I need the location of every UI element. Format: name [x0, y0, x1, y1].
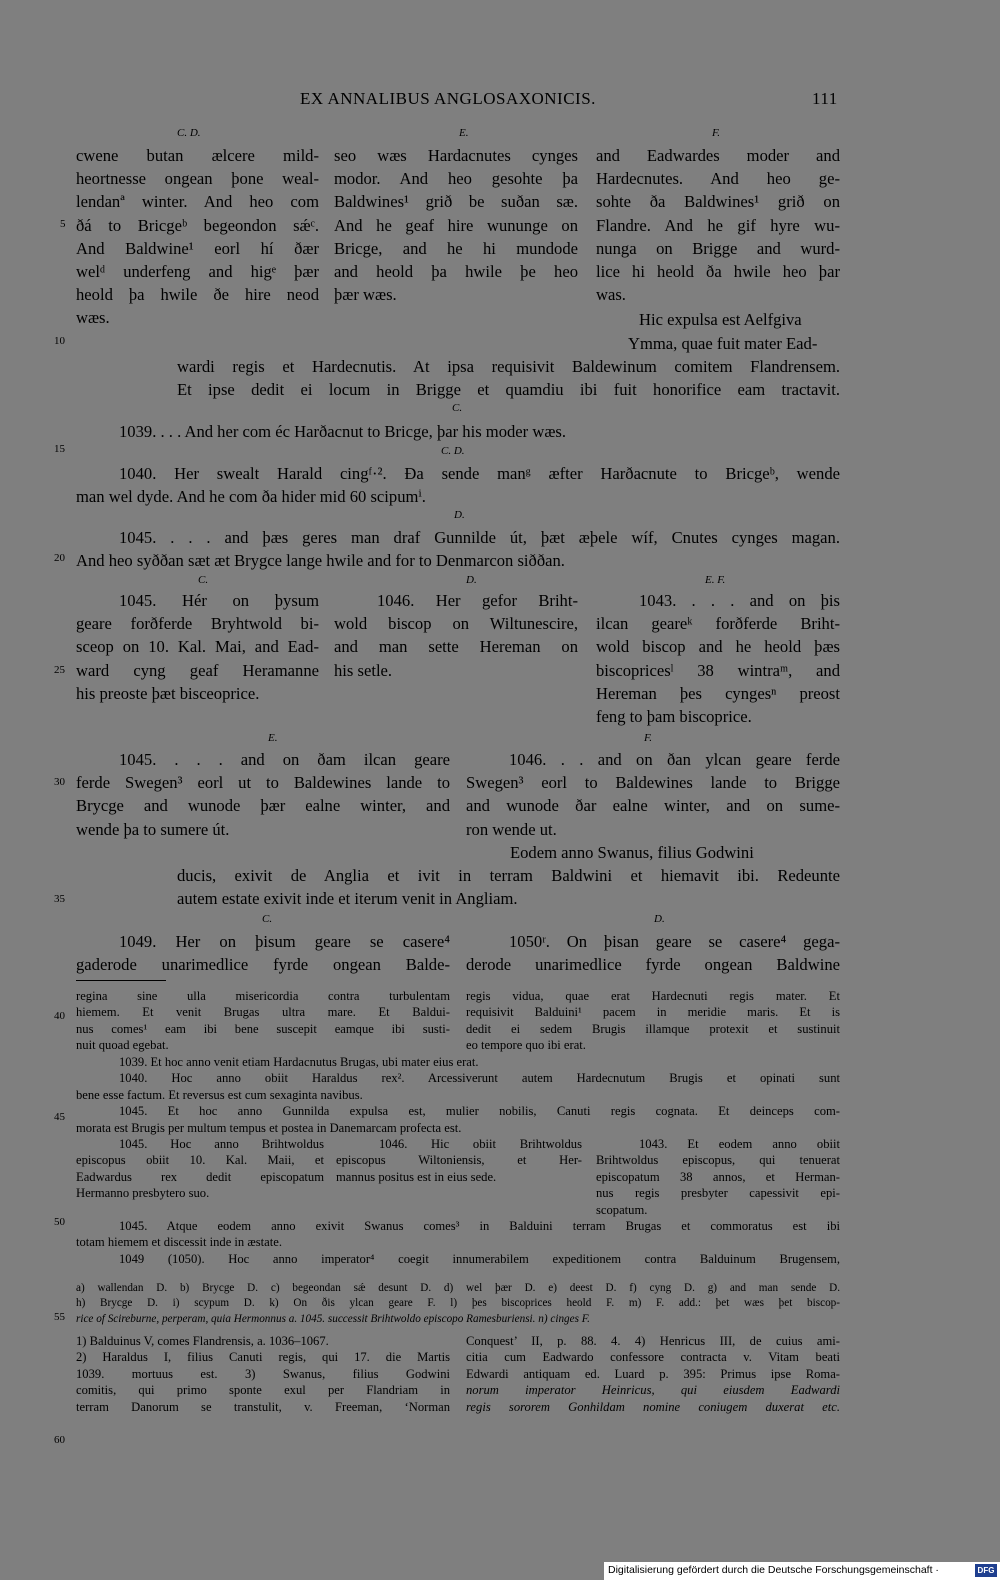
text-line: And Baldwine¹ eorl hí ðær — [76, 238, 319, 258]
text-line: lice hi heold ða hwile heo þar — [596, 262, 840, 282]
text-line: ron wende ut. — [466, 819, 557, 839]
text-line: episcopatum 38 annos, et Herman- — [596, 1169, 840, 1184]
text-line: Edwardi antiquam ed. Luard p. 395: Primus ipse Roma- — [466, 1366, 840, 1381]
text-line: wold biscop and he heold þæs — [596, 637, 840, 657]
line-number: 40 — [54, 1010, 65, 1022]
text-line: bene esse factum. Et reversus est cum sexaginta navibus. — [76, 1087, 363, 1102]
text-line: 1050ʳ. On þisan geare se casere⁴ gega- — [509, 932, 840, 951]
text-line: 1049. Her on þisum geare se casere⁴ — [119, 932, 450, 951]
text-line: wardi regis et Hardecnutis. At ipsa requisivit Baldewinum comitem Flandrensem. — [177, 357, 840, 376]
column-label: C. D. — [441, 445, 465, 457]
text-line: 1040. Her swealt Harald cingᶠ·². Ða sende manᵍ æfter Harðacnute to Bricgeᵇ, wende — [119, 464, 840, 483]
text-line: derode unarimedlice fyrde ongean Baldwine — [466, 955, 840, 975]
text-line: biscopricesˡ 38 wintraᵐ, and — [596, 660, 840, 680]
text-line: norum imperator Heinricus, qui eiusdem Eadwardi — [466, 1383, 840, 1398]
line-number: 35 — [54, 893, 65, 905]
latin-note-wide — [76, 1054, 840, 1136]
text-line: gaderode unarimedlice fyrde ongean Balde- — [76, 955, 450, 975]
text-line: 1039. Et hoc anno venit etiam Hardacnutus Brugas, ubi mater eius erat. — [119, 1055, 479, 1069]
text-line: 1045. Et hoc anno Gunnilda expulsa est, mulier nobilis, Canuti regis cognata. Et deinceps com- — [119, 1104, 840, 1119]
text-line: 1043. . . . and on þis — [639, 591, 840, 610]
entry-1039: 1039. . . . And her com éc Harðacnut to Bricge, þar his moder wæs. — [119, 422, 567, 441]
text-line: hiemem. Et venit Brugas ultra mare. Et Baldui- — [76, 1005, 450, 1020]
text-line: seo wæs Hardacnutes cynges — [334, 146, 578, 165]
column-label: F. — [712, 127, 721, 139]
latin-note-wide2 — [76, 1218, 840, 1267]
separator-rule — [76, 980, 166, 981]
text-line: eo tempore quo ibi erat. — [466, 1038, 586, 1053]
text-line: 1045. . . . and þæs geres man draf Gunnilde út, þæt æþele wíf, Cnutes cynges magan. — [119, 528, 840, 547]
text-line: Et ipse dedit ei locum in Brigge et quamdiu ibi fuit honorifice eam tractavit. — [177, 380, 840, 400]
column-d-1050 — [466, 930, 840, 976]
line-number: 55 — [54, 1311, 65, 1323]
column-cd — [76, 144, 319, 330]
text-line: regina sine ulla misericordia contra turbulentam — [76, 989, 450, 1003]
text-line: 1045. Hoc anno Brihtwoldus — [119, 1137, 324, 1151]
text-line: Hereman þes cyngesⁿ preost — [596, 683, 840, 703]
text-line: totam hiemem et discessit inde in æstate. — [76, 1235, 283, 1250]
line-number: 45 — [54, 1111, 65, 1123]
text-line: 1046. Her gefor Briht- — [377, 591, 578, 610]
text-line: ilcan geareᵏ forðferde Briht- — [596, 614, 840, 634]
text-line: Conquest’ II, p. 88. 4. 4) Henricus III, de cuius ami- — [466, 1334, 840, 1348]
text-line: Eadwardus rex dedit episcopatum — [76, 1169, 324, 1184]
column-label: D. — [454, 509, 465, 521]
column-label: E. — [459, 127, 469, 139]
text-line: wold biscop on Wiltunescire, — [334, 614, 578, 634]
critical-apparatus — [76, 1281, 840, 1327]
text-line: nunga on Brigge and wurd- — [596, 238, 840, 258]
column-c-1049 — [76, 930, 450, 976]
text-line: geare forðferde Bryhtwold bi- — [76, 614, 319, 634]
text-line: 1045. Atque eodem anno exivit Swanus comes³ in Balduini terram Brugas et commoratus est ibi — [119, 1219, 840, 1233]
line-number: 30 — [54, 776, 65, 788]
text-line: Bricge, and he hi mundode — [334, 238, 578, 258]
text-line: Brycge and wunode þær ealne winter, and — [76, 796, 450, 816]
text-line: ðá to Bricgeᵇ begeondon sǽᶜ. — [76, 215, 319, 235]
text-line: cwene butan ælcere mild- — [76, 146, 319, 165]
text-line: And he geaf hire wununge on — [334, 215, 578, 235]
text-line: heortnesse ongean þone weal- — [76, 169, 319, 189]
latin-line: Eodem anno Swanus, filius Godwini — [510, 843, 754, 862]
column-label: E. F. — [705, 574, 726, 586]
text-line: 1049 (1050). Hoc anno imperator⁴ coegit innumerabilem expeditionem contra Balduinum Brugensem, — [119, 1251, 840, 1266]
running-title: EX ANNALIBUS ANGLOSAXONICIS. — [300, 89, 596, 108]
column-label: C. — [262, 913, 273, 925]
column-f — [596, 144, 840, 306]
text-line: Hermanno presbytero suo. — [76, 1186, 210, 1201]
line-number: 5 — [60, 218, 66, 230]
column-e — [334, 144, 578, 306]
text-line: Swegen³ eorl to Baldewines lande to Brigge — [466, 773, 840, 793]
text-line: a) wallendan D. b) Brycge D. c) begeondan sǽ desunt D. d) wel þær D. e) deest D. f) cyng D. g) and man sende D. — [76, 1282, 840, 1294]
column-d — [334, 589, 578, 682]
digitization-footer — [604, 1562, 1000, 1580]
text-line: 1043. Et eodem anno obiit — [639, 1137, 840, 1151]
text-line: episcopus Wiltoniensis, et Her- — [336, 1153, 582, 1168]
line-number: 25 — [54, 664, 65, 676]
latin-paragraph — [177, 864, 840, 910]
text-line: and man sette Hereman on — [334, 637, 578, 657]
text-line: and Eadwardes moder and — [596, 146, 840, 165]
entry-1045-d — [76, 526, 840, 572]
text-line: 1045. Hér on þysum — [119, 591, 319, 610]
text-line: rice of Scireburne, perperam, quia Hermonnus a. 1045. successit Brihtwoldo episcopo Ramesburiensi. n) cinges F. — [76, 1312, 590, 1325]
column-label: C. D. — [177, 127, 201, 139]
text-line: comitis, qui primo sponte exul per Flandriam in — [76, 1383, 450, 1398]
text-line: 1045. . . . and on ðam ilcan geare — [119, 750, 450, 769]
latin-paragraph — [177, 355, 840, 401]
column-label: D. — [654, 913, 665, 925]
text-line: wæs. — [76, 308, 110, 328]
column-e-1045 — [76, 748, 450, 841]
text-line: wende þa to sumere út. — [76, 819, 230, 839]
text-line: heold þa hwile ðe hire neod — [76, 285, 319, 305]
column-f-1046 — [466, 748, 840, 841]
text-line: ward cyng geaf Heramanne — [76, 660, 319, 680]
text-line: Hardecnutes. And heo ge- — [596, 169, 840, 189]
text-line: citia cum Eadwardo confessore contracta v. Vitam beati — [466, 1350, 840, 1365]
footnotes-right — [466, 1333, 840, 1415]
column-label: C. — [452, 402, 463, 414]
text-line: modor. And heo gesohte þa — [334, 169, 578, 189]
text-line: autem estate exivit inde et iterum venit in Angliam. — [177, 889, 518, 909]
column-label: F. — [644, 732, 653, 744]
text-line: nuit quoad egebat. — [76, 1038, 169, 1053]
text-line: welᵈ underfeng and higᵉ þær — [76, 262, 319, 282]
text-line: lendanª winter. And heo com — [76, 192, 319, 212]
text-line: and wunode ðar ealne winter, and on sume- — [466, 796, 840, 816]
text-line: þær wæs. — [334, 285, 397, 305]
page-number: 111 — [812, 89, 838, 108]
text-line: 1) Balduinus V, comes Flandrensis, a. 1036–1067. — [76, 1334, 329, 1348]
text-line: h) Brycge D. i) scypum D. k) On ðis ylcan geare F. l) þes biscoprices heold F. m) F. add.: þet wæs þet biscop- — [76, 1297, 840, 1310]
text-line: sohte ða Baldwines¹ grið on — [596, 192, 840, 212]
line-number: 10 — [54, 335, 65, 347]
text-line: terram Danorum se transtulit, v. Freeman, ‘Norman — [76, 1399, 450, 1414]
text-line: ferde Swegen³ eorl ut to Baldewines lande to — [76, 773, 450, 793]
text-line: and heold þa hwile þe heo — [334, 262, 578, 282]
text-line: 1046. . . and on ðan ylcan geare ferde — [509, 750, 840, 769]
column-label: C. — [198, 574, 209, 586]
text-line: Flandre. And he gif hyre wu- — [596, 215, 840, 235]
text-line: episcopus obiit 10. Kal. Maii, et — [76, 1153, 324, 1168]
footnotes-left — [76, 1333, 450, 1415]
entry-1040 — [76, 462, 840, 508]
column-label: E. — [268, 732, 278, 744]
text-line: dedit ei sedem Brugis illamque protexit et sustinuit — [466, 1021, 840, 1036]
line-number: 15 — [54, 443, 65, 455]
footer-text: Digitalisierung gefördert durch die Deutsche Forschungsgemeinschaft · — [608, 1564, 939, 1576]
text-line: morata est Brugis per multum tempus et postea in Danemarcam profecta est. — [76, 1120, 462, 1135]
latin-note-left — [76, 988, 450, 1054]
text-line: regis sororem Gonhildam nomine coniugem duxerat etc. — [466, 1399, 840, 1414]
text-line: was. — [596, 285, 626, 305]
text-line: regis vidua, quae erat Hardecnuti regis mater. Et — [466, 989, 840, 1003]
column-ef — [596, 589, 840, 728]
text-line: feng to þam biscoprice. — [596, 707, 752, 727]
text-line: 1046. Hic obiit Brihtwoldus — [379, 1137, 582, 1151]
text-line: nus comes¹ eam ibi bene suscepit eamque ibi susti- — [76, 1021, 450, 1036]
latin-note-col3 — [596, 1136, 840, 1218]
column-label: D. — [466, 574, 477, 586]
latin-note-col1 — [76, 1136, 324, 1202]
dfg-logo-icon: DFG — [975, 1564, 997, 1577]
text-line: man wel dyde. And he com ða hider mid 60 scipumⁱ. — [76, 487, 426, 507]
latin-note-col2 — [336, 1136, 582, 1185]
latin-note-right — [466, 988, 840, 1054]
text-line: 2) Haraldus I, filius Canuti regis, qui 17. die Martis — [76, 1350, 450, 1365]
text-line: requisivit Balduini¹ pacem in meridie maris. Et is — [466, 1005, 840, 1020]
text-line: Brihtwoldus episcopus, qui tenuerat — [596, 1153, 840, 1168]
text-line: sceop on 10. Kal. Mai, and Ead- — [76, 637, 319, 657]
text-line: mannus positus est in eius sede. — [336, 1169, 497, 1184]
line-number: 60 — [54, 1434, 65, 1446]
text-line: scopatum. — [596, 1202, 648, 1217]
text-line: Baldwines¹ grið be suðan sæ. — [334, 192, 578, 212]
text-line: 1040. Hoc anno obiit Haraldus rex². Arcessiverunt autem Hardecnutum Brugis et opinati sunt — [119, 1071, 840, 1086]
text-line: And heo syððan sæt æt Brygce lange hwile and for to Denmarcon siððan. — [76, 551, 565, 571]
text-line: nus regis presbyter capessivit epi- — [596, 1186, 840, 1201]
latin-line: Ymma, quae fuit mater Ead- — [628, 334, 818, 353]
text-line: ducis, exivit de Anglia et ivit in terram Baldwini et hiemavit ibi. Redeunte — [177, 866, 840, 885]
text-line: his preoste þæt bisceoprice. — [76, 683, 260, 703]
text-line: 1039. mortuus est. 3) Swanus, filius Godwini — [76, 1366, 450, 1381]
line-number: 50 — [54, 1216, 65, 1228]
latin-line: Hic expulsa est Aelfgiva — [639, 310, 802, 329]
text-line: his setle. — [334, 660, 393, 680]
column-c — [76, 589, 319, 705]
line-number: 20 — [54, 552, 65, 564]
